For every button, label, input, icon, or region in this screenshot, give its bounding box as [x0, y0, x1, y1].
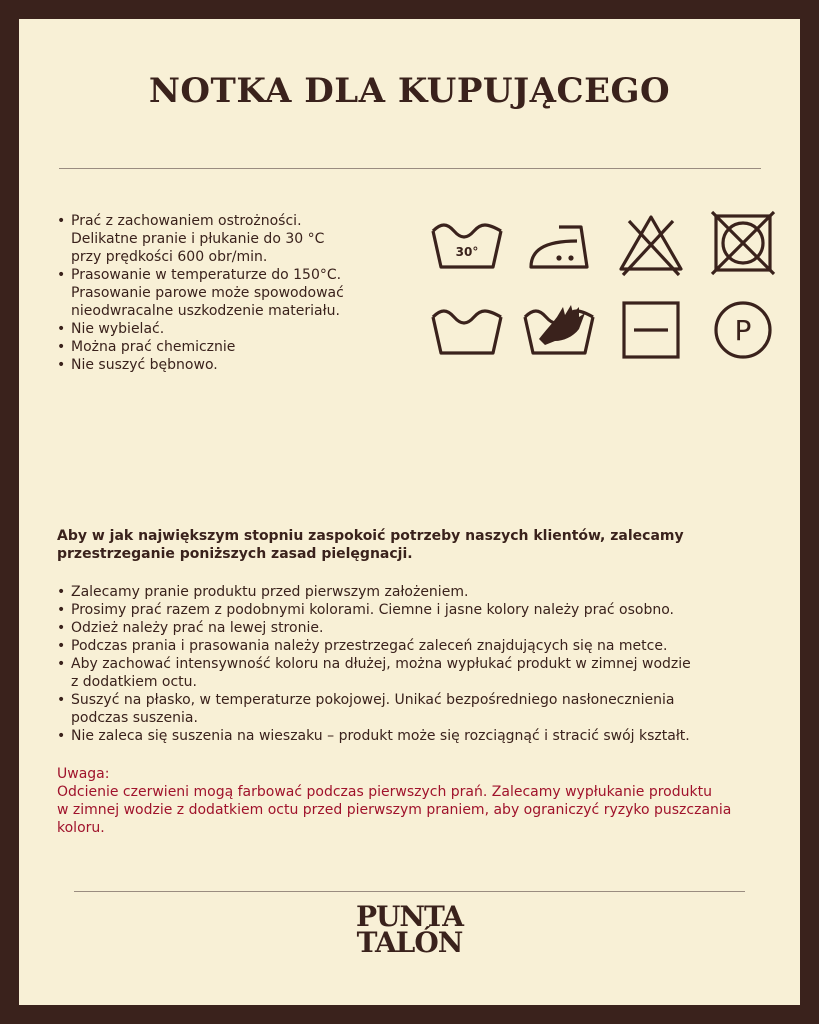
care-label-card — [19, 19, 800, 1005]
logo-line-2: TALÓN — [356, 926, 463, 959]
page-title: NOTKA DLA KUPUJĄCEGO — [148, 71, 671, 111]
warning-label: Uwaga: — [57, 766, 110, 782]
list-item: • Prosimy prać razem z podobnymi kolorami. Ciemne i jasne kolory należy prać osobno. — [57, 601, 757, 619]
list-item: • Aby zachować intensywność koloru na dłużej, można wypłukać produkt w zimnej wodzie z dodatkiem octu. — [57, 655, 757, 691]
logo-line-1: PUNTA — [355, 900, 464, 933]
care-list — [57, 583, 757, 745]
list-item: • Nie zaleca się suszenia na wieszaku – produkt może się rozciągnąć i stracić swój kształt. — [57, 727, 757, 745]
wash-temp-label: 30° — [455, 245, 479, 259]
dry-clean-label: P — [734, 314, 752, 347]
list-item: • Suszyć na płasko, w temperaturze pokojowej. Unikać bezpośredniego nasłonecznienia podczas suszenia. — [57, 691, 757, 727]
do-not-bleach-icon — [611, 209, 691, 279]
care-intro: Aby w jak największym stopniu zaspokoić potrzeby naszych klientów, zalecamy przestrzeganie poniższych zasad pielęgnacji. — [57, 528, 684, 562]
divider-top — [59, 168, 761, 169]
hand-wash-icon — [519, 295, 599, 365]
symbols-list — [57, 212, 407, 374]
list-item: • Odzież należy prać na lewej stronie. — [57, 619, 757, 637]
dry-clean-p-icon — [703, 295, 783, 365]
list-item: • Prać z zachowaniem ostrożności. Delikatne pranie i płukanie do 30 °C przy prędkości 600 obr/min. — [57, 212, 407, 266]
divider-bottom — [74, 891, 745, 892]
warning-note — [57, 765, 777, 837]
care-symbols-grid — [419, 209, 779, 369]
warning-text: Odcienie czerwieni mogą farbować podczas pierwszych prań. Zalecamy wypłukanie produktu w zimnej wodzie z dodatkiem octu przed pierwszym praniem, aby ograniczyć ryzyko puszczania koloru. — [57, 784, 732, 836]
list-item: • Nie wybielać. — [57, 320, 407, 338]
list-item: • Nie suszyć bębnowo. — [57, 356, 407, 374]
iron-two-dots-icon — [519, 209, 599, 279]
list-item: • Zalecamy pranie produktu przed pierwszym założeniem. — [57, 583, 757, 601]
list-item: • Podczas prania i prasowania należy przestrzegać zaleceń znajdujących się na metce. — [57, 637, 757, 655]
list-item: • Prasowanie w temperaturze do 150°C. Prasowanie parowe może spowodować nieodwracalne uszkodzenie materiału. — [57, 266, 407, 320]
wash-tub-icon — [427, 295, 507, 365]
brand-logo — [19, 900, 800, 959]
dry-flat-icon — [611, 295, 691, 365]
wash-30-icon — [427, 209, 507, 279]
list-item: • Można prać chemicznie — [57, 338, 407, 356]
do-not-tumble-dry-icon — [703, 209, 783, 279]
